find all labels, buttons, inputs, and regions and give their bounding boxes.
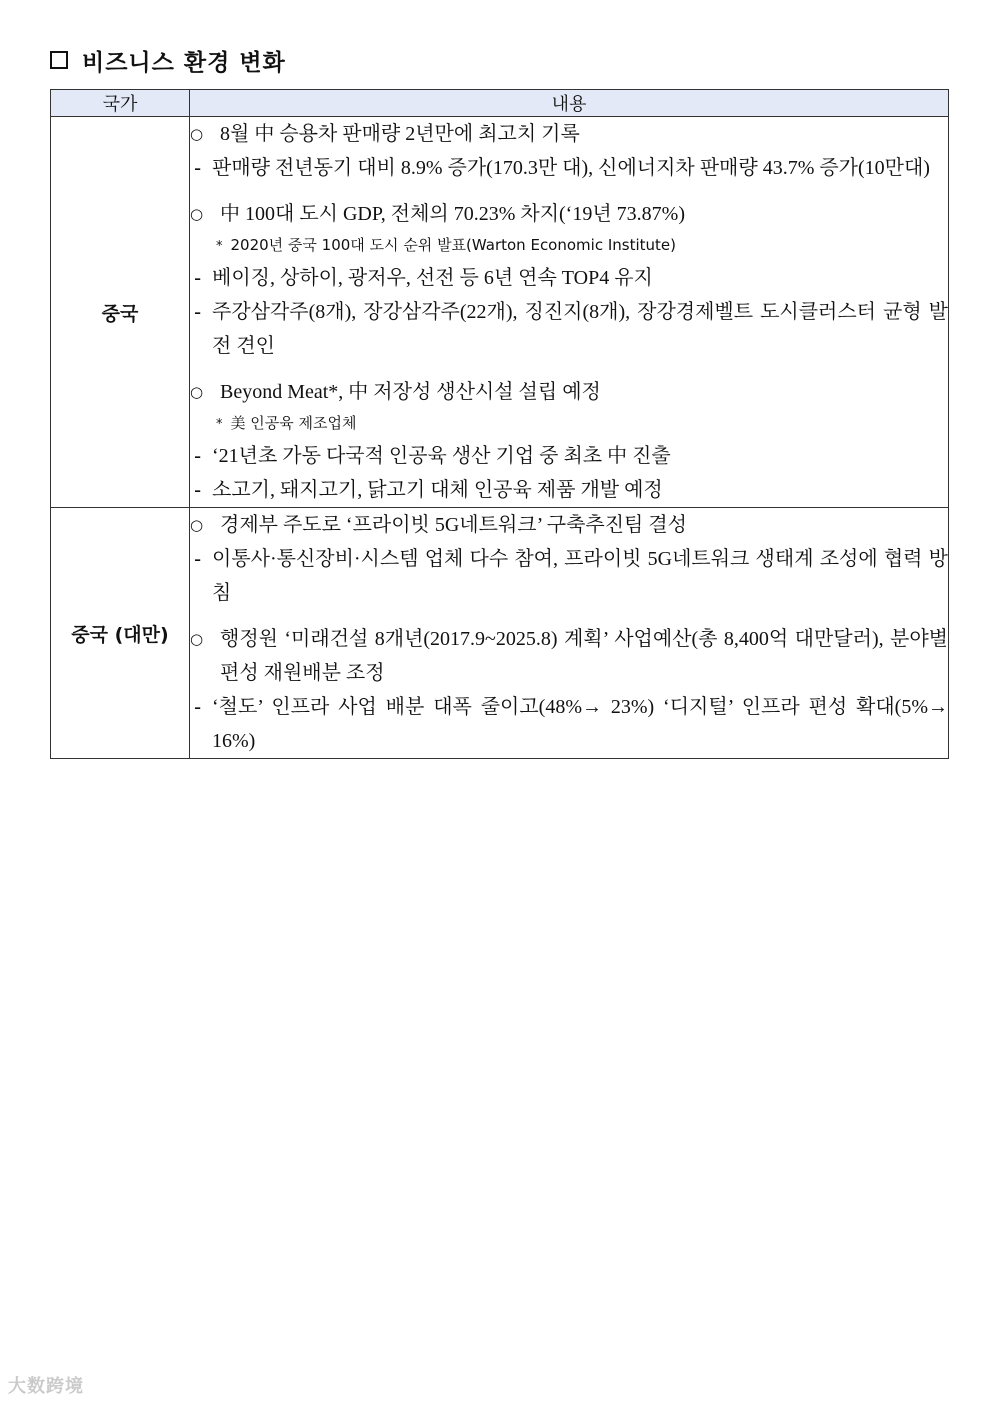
header-country: 국가 — [51, 90, 190, 117]
bullet-line — [190, 117, 948, 151]
footnote-line — [190, 231, 948, 261]
country-cell: 중국 — [51, 117, 190, 508]
watermark: 大数跨境 — [8, 1376, 84, 1397]
bullet-text: 행정원 ‘미래건설 8개년(2017.9~2025.8) 계획’ 사업예산(총 8,400억 대만달러), 분야별 편성 재원배분 조정 — [220, 628, 948, 684]
bullet-text: 8월 中 승용차 판매량 2년만에 최고치 기록 — [220, 123, 580, 145]
bullet-item — [190, 375, 948, 507]
table-row — [51, 117, 949, 508]
header-content: 내용 — [190, 90, 949, 117]
table-row — [51, 508, 949, 759]
table-header-row — [51, 90, 949, 117]
asterisk-icon: * — [216, 239, 223, 254]
bullet-line — [190, 375, 948, 409]
bullet-item — [190, 508, 948, 610]
bullet-text: 中 100대 도시 GDP, 전체의 70.23% 차지(‘19년 73.87%) — [220, 203, 685, 225]
bullet-item — [190, 622, 948, 758]
business-environment-table — [50, 89, 949, 759]
circle-bullet-icon: ○ — [190, 630, 204, 648]
section-title — [50, 44, 286, 76]
dash-icon: - — [194, 156, 202, 180]
sub-item-text: ‘철도’ 인프라 사업 배분 대폭 줄이고(48%→ 23%) ‘디지털’ 인프라 편성 확대(5%→ 16%) — [212, 696, 948, 752]
dash-icon: - — [194, 300, 202, 324]
footnote-line — [190, 409, 948, 439]
circle-bullet-icon: ○ — [190, 205, 204, 223]
sub-item-line — [190, 439, 948, 473]
sub-item-text: 주강삼각주(8개), 장강삼각주(22개), 징진지(8개), 장강경제벨트 도시클러스터 균형 발전 견인 — [212, 301, 948, 357]
sub-item-text: 소고기, 돼지고기, 닭고기 대체 인공육 제품 개발 예정 — [212, 479, 663, 501]
footnote-text: 2020년 중국 100대 도시 순위 발표(Warton Economic Institute) — [230, 236, 676, 254]
bullet-text: Beyond Meat*, 中 저장성 생산시설 설립 예정 — [220, 381, 601, 403]
sub-item-line — [190, 261, 948, 295]
sub-item-text: 이통사·통신장비·시스템 업체 다수 참여, 프라이빗 5G네트워크 생태계 조성에 협력 방침 — [212, 548, 948, 604]
dash-icon: - — [194, 695, 202, 719]
circle-bullet-icon: ○ — [190, 383, 204, 401]
bullet-line — [190, 622, 948, 690]
content-cell — [190, 117, 949, 508]
sub-item-text: 베이징, 상하이, 광저우, 선전 등 6년 연속 TOP4 유지 — [212, 267, 653, 289]
sub-item-line — [190, 542, 948, 610]
sub-item-text: ‘21년초 가동 다국적 인공육 생산 기업 중 최초 中 진출 — [212, 445, 671, 467]
sub-item-line — [190, 473, 948, 507]
content-cell — [190, 508, 949, 759]
bullet-line — [190, 508, 948, 542]
checkbox-icon — [50, 51, 68, 69]
sub-item-line — [190, 690, 948, 758]
bullet-text: 경제부 주도로 ‘프라이빗 5G네트워크’ 구축추진팀 결성 — [220, 514, 687, 536]
bullet-item — [190, 197, 948, 363]
circle-bullet-icon: ○ — [190, 125, 204, 143]
bullet-line — [190, 197, 948, 231]
sub-item-line — [190, 295, 948, 363]
dash-icon: - — [194, 444, 202, 468]
asterisk-icon: * — [216, 417, 223, 432]
bullet-item — [190, 117, 948, 185]
country-cell: 중국 (대만) — [51, 508, 190, 759]
section-title-text: 비즈니스 환경 변화 — [82, 49, 286, 76]
dash-icon: - — [194, 266, 202, 290]
footnote-text: 美 인공육 제조업체 — [230, 414, 357, 432]
sub-item-text: 판매량 전년동기 대비 8.9% 증가(170.3만 대), 신에너지차 판매량 43.7% 증가(10만대) — [212, 157, 930, 179]
dash-icon: - — [194, 547, 202, 571]
sub-item-line — [190, 151, 948, 185]
table-body — [51, 117, 949, 759]
circle-bullet-icon: ○ — [190, 516, 204, 534]
dash-icon: - — [194, 478, 202, 502]
